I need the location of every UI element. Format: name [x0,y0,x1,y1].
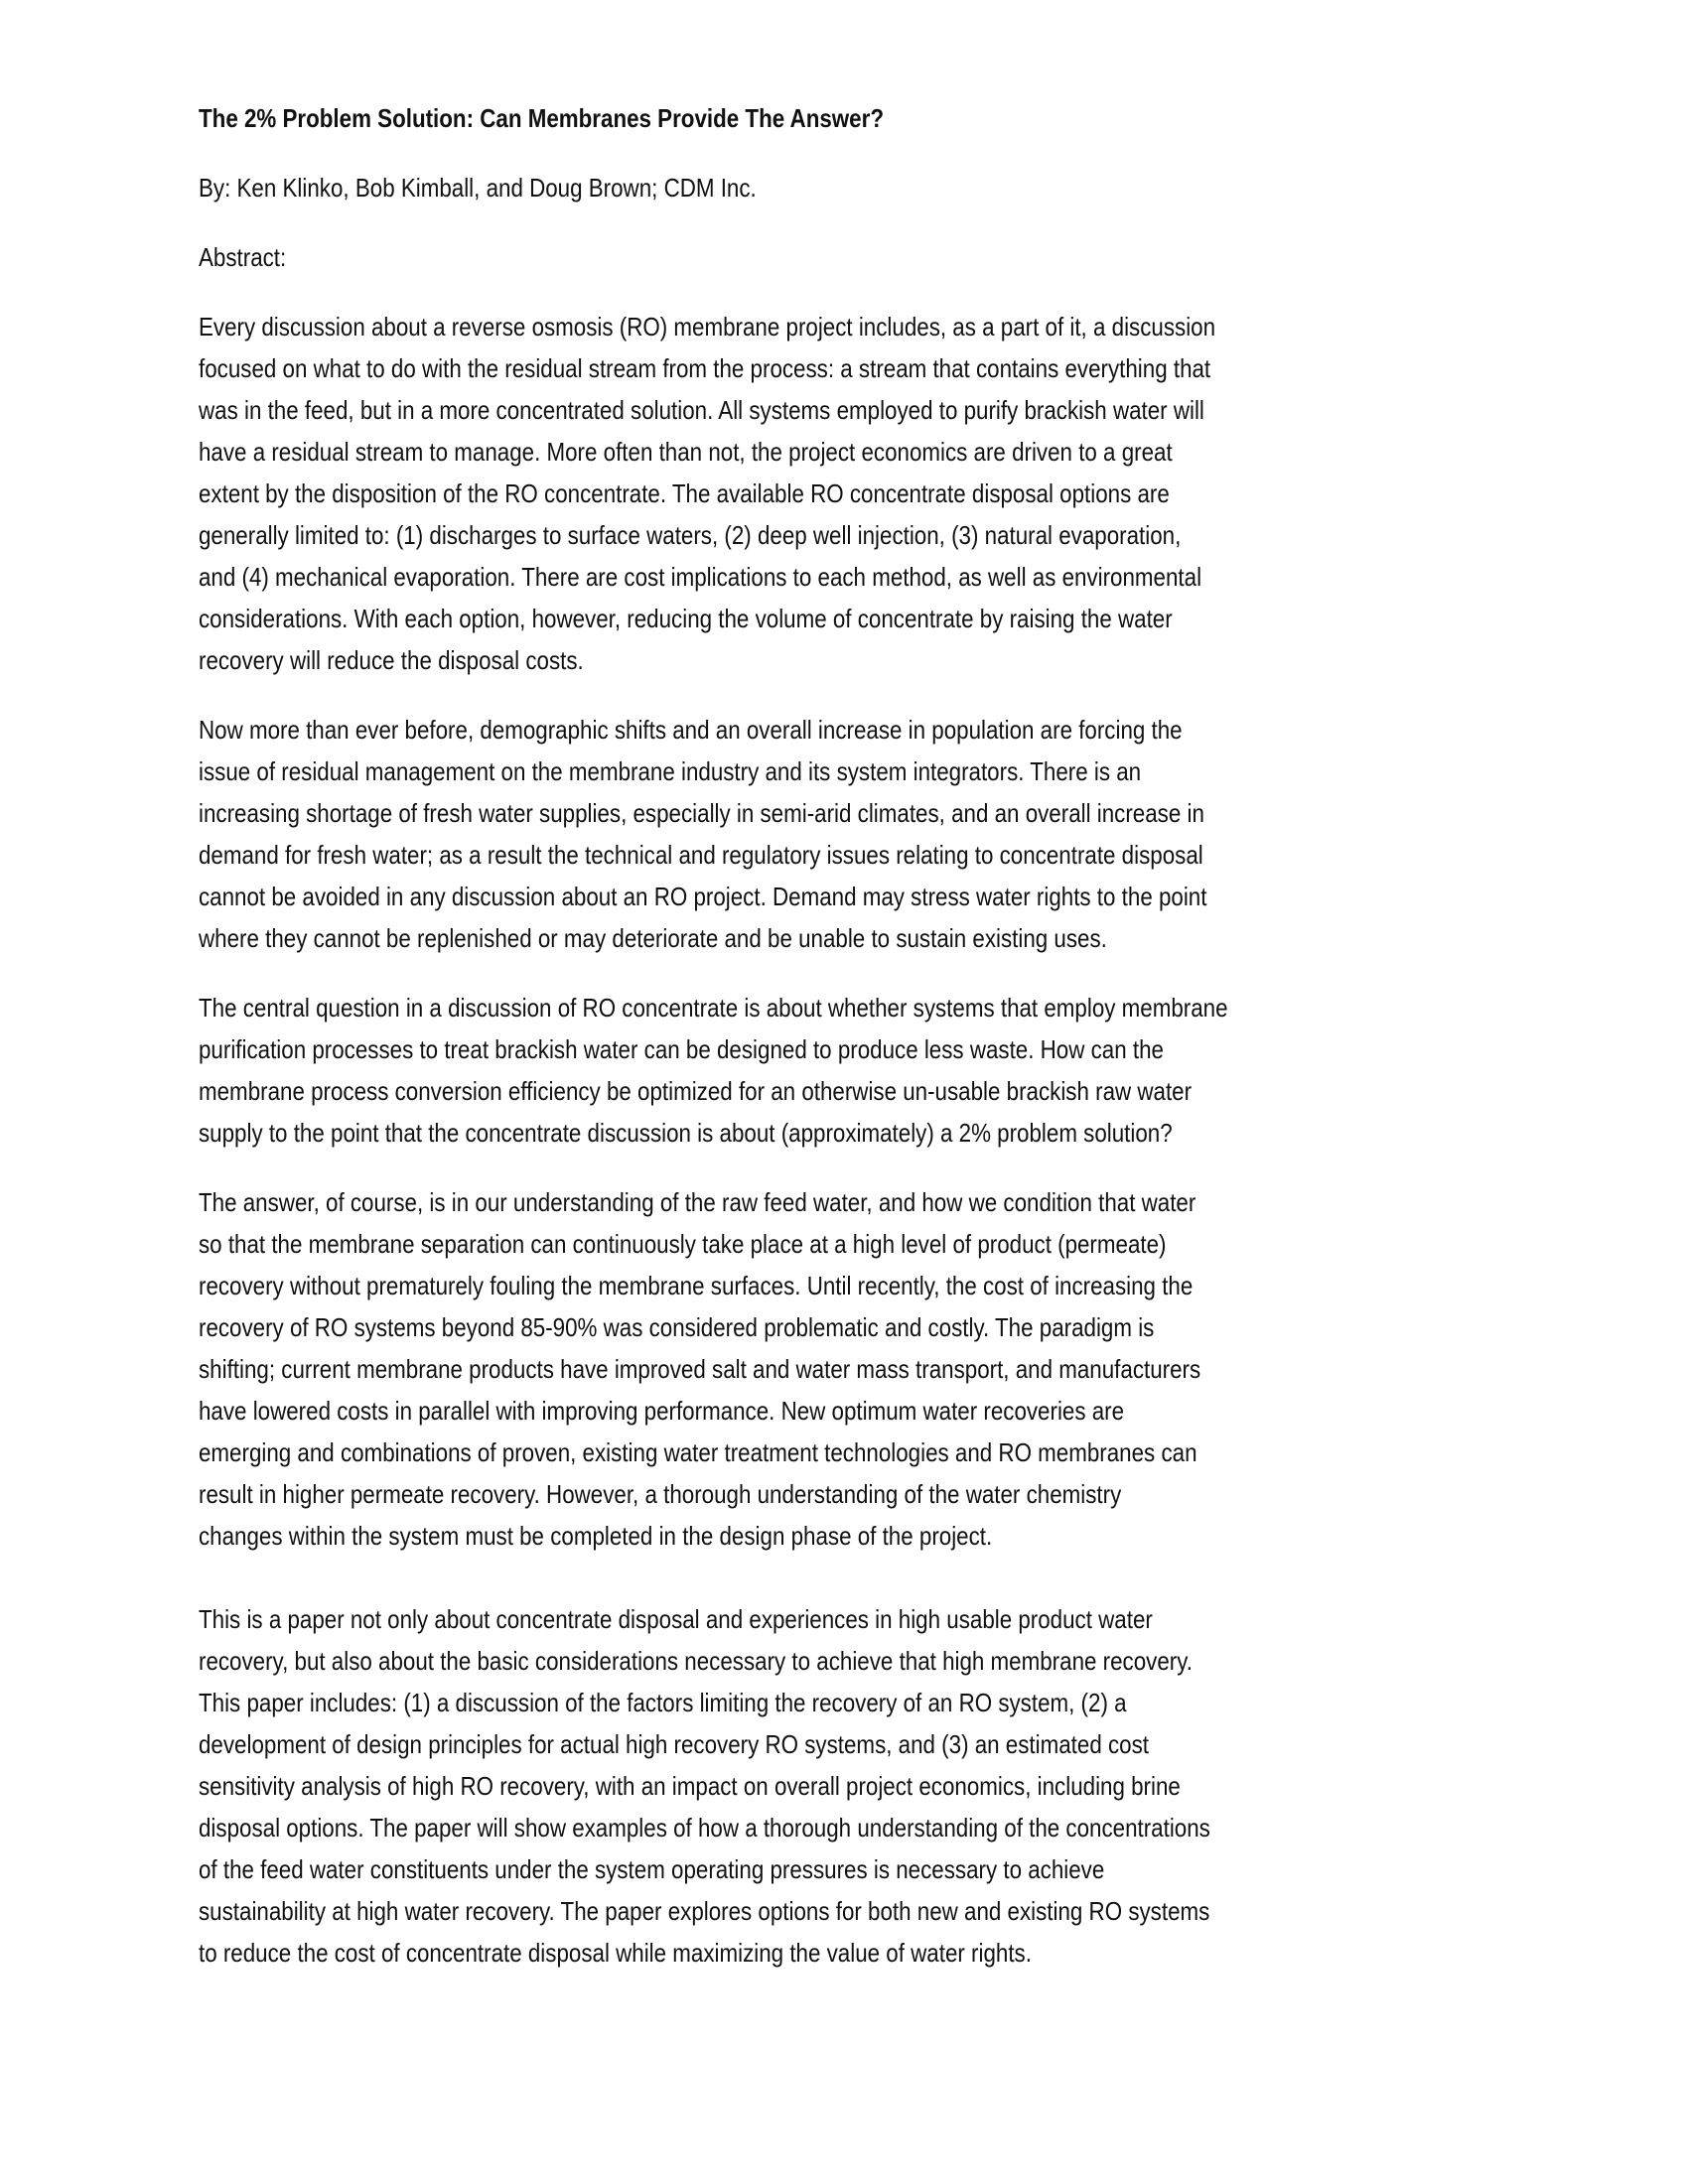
text-line: This is a paper not only about concentrate disposal and experiences in high usable product water [199,1604,1153,1634]
text-line: extent by the disposition of the RO concentrate. The available RO concentrate disposal options are [199,478,1170,508]
text-line: cannot be avoided in any discussion about an RO project. Demand may stress water rights to the point [199,882,1207,911]
text-line: emerging and combinations of proven, existing water treatment technologies and RO membranes can [199,1437,1197,1467]
text-line: was in the feed, but in a more concentrated solution. All systems employed to purify brackish water will [199,395,1204,425]
text-line: where they cannot be replenished or may deteriorate and be unable to sustain existing uses. [199,923,1107,953]
text-line: recovery will reduce the disposal costs. [199,645,584,675]
text-line: Now more than ever before, demographic shifts and an overall increase in population are forcing the [199,715,1183,745]
text-line: result in higher permeate recovery. However, a thorough understanding of the water chemistry [199,1479,1122,1509]
text-line: This paper includes: (1) a discussion of the factors limiting the recovery of an RO system, (2) a [199,1688,1127,1717]
text-line: The answer, of course, is in our understanding of the raw feed water, and how we condition that water [199,1187,1196,1217]
text-line: purification processes to treat brackish water can be designed to produce less waste. How can the [199,1034,1164,1064]
text-line: have a residual stream to manage. More often than not, the project economics are driven to a great [199,437,1173,467]
text-line: changes within the system must be completed in the design phase of the project. [199,1521,993,1551]
text-line: to reduce the cost of concentrate disposal while maximizing the value of water rights. [199,1938,1032,1968]
text-line: recovery of RO systems beyond 85-90% was considered problematic and costly. The paradigm is [199,1312,1155,1342]
text-line: focused on what to do with the residual stream from the process: a stream that contains everything that [199,353,1211,383]
text-line: sensitivity analysis of high RO recovery, with an impact on overall project economics, including brine [199,1771,1181,1801]
document-title: The 2% Problem Solution: Can Membranes Provide The Answer? [199,103,884,133]
text-line: so that the membrane separation can continuously take place at a high level of product (permeate) [199,1229,1167,1259]
text-line: of the feed water constituents under the system operating pressures is necessary to achieve [199,1854,1105,1884]
text-line: and (4) mechanical evaporation. There are cost implications to each method, as well as environmental [199,562,1202,592]
author-byline: By: Ken Klinko, Bob Kimball, and Doug Brown; CDM Inc. [199,173,757,203]
text-line: shifting; current membrane products have improved salt and water mass transport, and manufacturers [199,1354,1201,1384]
text-line: increasing shortage of fresh water supplies, especially in semi-arid climates, and an overall increase in [199,798,1204,828]
text-line: generally limited to: (1) discharges to surface waters, (2) deep well injection, (3) natural evaporation, [199,520,1182,550]
text-line: considerations. With each option, however, reducing the volume of concentrate by raising the water [199,604,1173,633]
text-line: The central question in a discussion of RO concentrate is about whether systems that employ membrane [199,993,1228,1023]
text-line: demand for fresh water; as a result the technical and regulatory issues relating to concentrate disposal [199,840,1203,870]
text-line: issue of residual management on the membrane industry and its system integrators. There is an [199,756,1142,786]
text-line: Every discussion about a reverse osmosis (RO) membrane project includes, as a part of it, a discussion [199,312,1216,341]
text-line: have lowered costs in parallel with improving performance. New optimum water recoveries are [199,1396,1125,1426]
text-line: development of design principles for actual high recovery RO systems, and (3) an estimated cost [199,1729,1149,1759]
text-line: recovery, but also about the basic considerations necessary to achieve that high membrane recovery. [199,1646,1193,1676]
text-line: recovery without prematurely fouling the membrane surfaces. Until recently, the cost of increasing the [199,1271,1194,1300]
abstract-heading: Abstract: [199,242,287,272]
text-line: supply to the point that the concentrate discussion is about (approximately) a 2% problem solution? [199,1118,1173,1148]
text-line: membrane process conversion efficiency be optimized for an otherwise un-usable brackish raw water [199,1076,1193,1106]
text-line: sustainability at high water recovery. The paper explores options for both new and existing RO systems [199,1896,1210,1926]
text-line: disposal options. The paper will show examples of how a thorough understanding of the concentrations [199,1813,1210,1843]
